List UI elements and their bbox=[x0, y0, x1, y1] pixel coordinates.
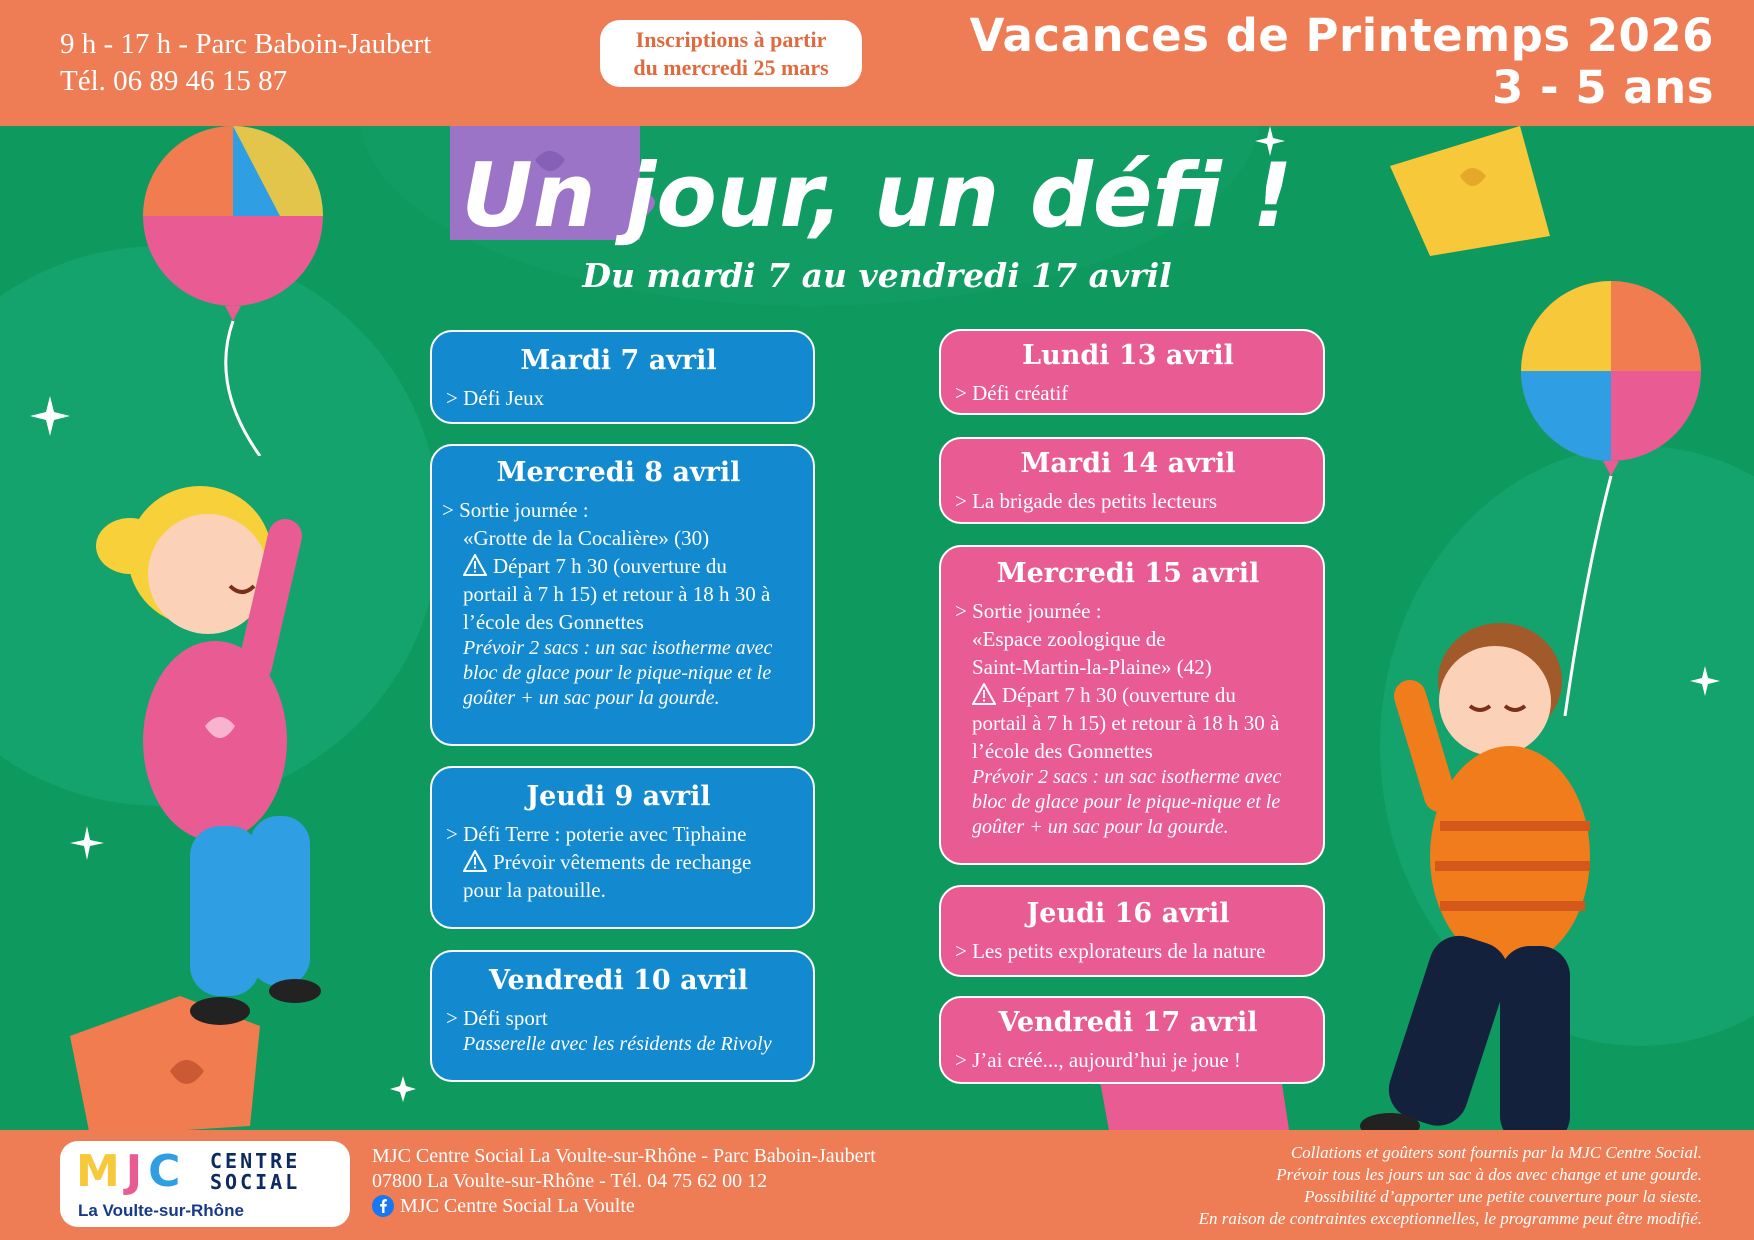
packing-note: goûter + un sac pour la gourde. bbox=[972, 816, 1229, 838]
sparkle-icon bbox=[70, 826, 104, 860]
footer-note: Collations et goûters sont fournis par la MJC Centre Social. bbox=[1290, 1143, 1702, 1162]
warning-line bbox=[955, 681, 1301, 709]
warning-line bbox=[446, 552, 791, 580]
sparkle-icon bbox=[30, 396, 70, 436]
departure-info: portail à 7 h 15) et retour à 18 h 30 à bbox=[463, 582, 771, 606]
logo-centre-social bbox=[210, 1151, 300, 1193]
departure-info: Départ 7 h 30 (ouverture du bbox=[1002, 683, 1236, 707]
day-card-tuesday-14 bbox=[939, 437, 1325, 524]
age-range: 3 - 5 ans bbox=[1492, 61, 1714, 114]
day-heading: Mardi 14 avril bbox=[1020, 448, 1236, 479]
destination: «Espace zoologique de bbox=[972, 627, 1166, 651]
day-heading: Jeudi 16 avril bbox=[1026, 898, 1230, 929]
facebook-line[interactable] bbox=[372, 1194, 876, 1219]
logo-centre-text: CENTRE bbox=[210, 1149, 301, 1173]
day-card-wednesday-15 bbox=[939, 545, 1325, 865]
day-heading: Vendredi 10 avril bbox=[489, 965, 748, 996]
destination: «Grotte de la Cocalière» (30) bbox=[463, 526, 710, 550]
activity: > Sortie journée : bbox=[955, 599, 1102, 623]
day-heading: Vendredi 17 avril bbox=[998, 1007, 1258, 1038]
contact-info bbox=[60, 26, 431, 100]
day-card-wednesday-8 bbox=[430, 444, 815, 746]
activity: > Défi Jeux bbox=[446, 386, 545, 410]
clothing-note: pour la patouille. bbox=[463, 878, 606, 902]
activity: > Défi sport bbox=[446, 1006, 548, 1030]
packing-note: Prévoir 2 sacs : un sac isotherme avec bbox=[463, 637, 773, 659]
departure-info: l’école des Gonnettes bbox=[463, 610, 644, 634]
logo-social-text: SOCIAL bbox=[210, 1170, 301, 1194]
departure-info: Départ 7 h 30 (ouverture du bbox=[493, 554, 727, 578]
footer-bar bbox=[0, 1130, 1754, 1240]
activity: > J’ai créé..., aujourd’hui je joue ! bbox=[955, 1048, 1241, 1072]
address-line-1: MJC Centre Social La Voulte-sur-Rhône - Parc Baboin-Jaubert bbox=[372, 1145, 876, 1167]
header-bar bbox=[0, 0, 1754, 126]
footer-notes bbox=[1199, 1142, 1702, 1230]
footer-note: Possibilité d’apporter une petite couverture pour la sieste. bbox=[1304, 1187, 1702, 1206]
destination: Saint-Martin-la-Plaine» (42) bbox=[972, 655, 1212, 679]
day-card-thursday-16 bbox=[939, 885, 1325, 977]
facebook-page-name: MJC Centre Social La Voulte bbox=[400, 1195, 635, 1217]
day-heading: Mercredi 15 avril bbox=[996, 558, 1260, 589]
packing-note: bloc de glace pour le pique-nique et le bbox=[463, 662, 772, 684]
boy-illustration bbox=[1350, 606, 1680, 1130]
phone-number: Tél. 06 89 46 15 87 bbox=[60, 65, 288, 97]
day-card-friday-17 bbox=[939, 996, 1325, 1084]
warning-icon bbox=[972, 683, 996, 705]
warning-line bbox=[446, 848, 791, 876]
day-card-friday-10 bbox=[430, 950, 815, 1082]
date-range-subtitle: Du mardi 7 au vendredi 17 avril bbox=[582, 256, 1172, 295]
day-card-tuesday-7 bbox=[430, 330, 815, 424]
facebook-icon bbox=[372, 1195, 394, 1217]
day-heading: Jeudi 9 avril bbox=[526, 781, 711, 812]
logo-letter: M bbox=[76, 1146, 126, 1197]
activity: > Les petits explorateurs de la nature bbox=[955, 939, 1266, 963]
hours-location: 9 h - 17 h - Parc Baboin-Jaubert bbox=[60, 28, 432, 60]
day-heading: Lundi 13 avril bbox=[1022, 340, 1234, 371]
activity-note: Passerelle avec les résidents de Rivoly bbox=[463, 1033, 772, 1055]
departure-info: portail à 7 h 15) et retour à 18 h 30 à bbox=[972, 711, 1280, 735]
packing-note: bloc de glace pour le pique-nique et le bbox=[972, 791, 1281, 813]
packing-note: goûter + un sac pour la gourde. bbox=[463, 687, 720, 709]
season-heading bbox=[970, 10, 1714, 114]
warning-icon bbox=[463, 554, 487, 576]
activity: > La brigade des petits lecteurs bbox=[955, 489, 1217, 513]
activity: > Défi créatif bbox=[955, 381, 1069, 405]
address-line-2: 07800 La Voulte-sur-Rhône - Tél. 04 75 62 00 12 bbox=[372, 1170, 768, 1192]
sparkle-icon bbox=[1690, 666, 1720, 696]
day-card-thursday-9 bbox=[430, 766, 815, 929]
logo-letter: C bbox=[148, 1146, 187, 1197]
day-heading: Mercredi 8 avril bbox=[496, 457, 741, 488]
registration-badge bbox=[600, 20, 862, 87]
address-block bbox=[372, 1144, 876, 1219]
sparkle-icon bbox=[390, 1076, 416, 1102]
girl-illustration bbox=[80, 446, 400, 1126]
activity: > Sortie journée : bbox=[442, 498, 589, 522]
logo-city-text: La Voulte-sur-Rhône bbox=[78, 1201, 244, 1220]
mjc-logo bbox=[60, 1141, 350, 1227]
logo-mjc-text bbox=[76, 1146, 187, 1197]
clothing-note: Prévoir vêtements de rechange bbox=[493, 850, 752, 874]
logo-letter: J bbox=[125, 1146, 149, 1197]
registration-line-2: du mercredi 25 mars bbox=[633, 55, 829, 80]
day-card-monday-13 bbox=[939, 329, 1325, 415]
activity: > Défi Terre : poterie avec Tiphaine bbox=[446, 822, 747, 846]
packing-note: Prévoir 2 sacs : un sac isotherme avec bbox=[972, 766, 1282, 788]
registration-line-1: Inscriptions à partir bbox=[635, 27, 827, 52]
footer-note: Prévoir tous les jours un sac à dos avec change et une gourde. bbox=[1276, 1165, 1702, 1184]
day-heading: Mardi 7 avril bbox=[520, 345, 717, 376]
departure-info: l’école des Gonnettes bbox=[972, 739, 1153, 763]
page-title: Un jour, un défi ! bbox=[461, 144, 1293, 247]
warning-icon bbox=[463, 850, 487, 872]
footer-note: En raison de contraintes exceptionnelles, le programme peut être modifié. bbox=[1198, 1209, 1702, 1228]
season-title: Vacances de Printemps 2026 bbox=[969, 9, 1714, 62]
